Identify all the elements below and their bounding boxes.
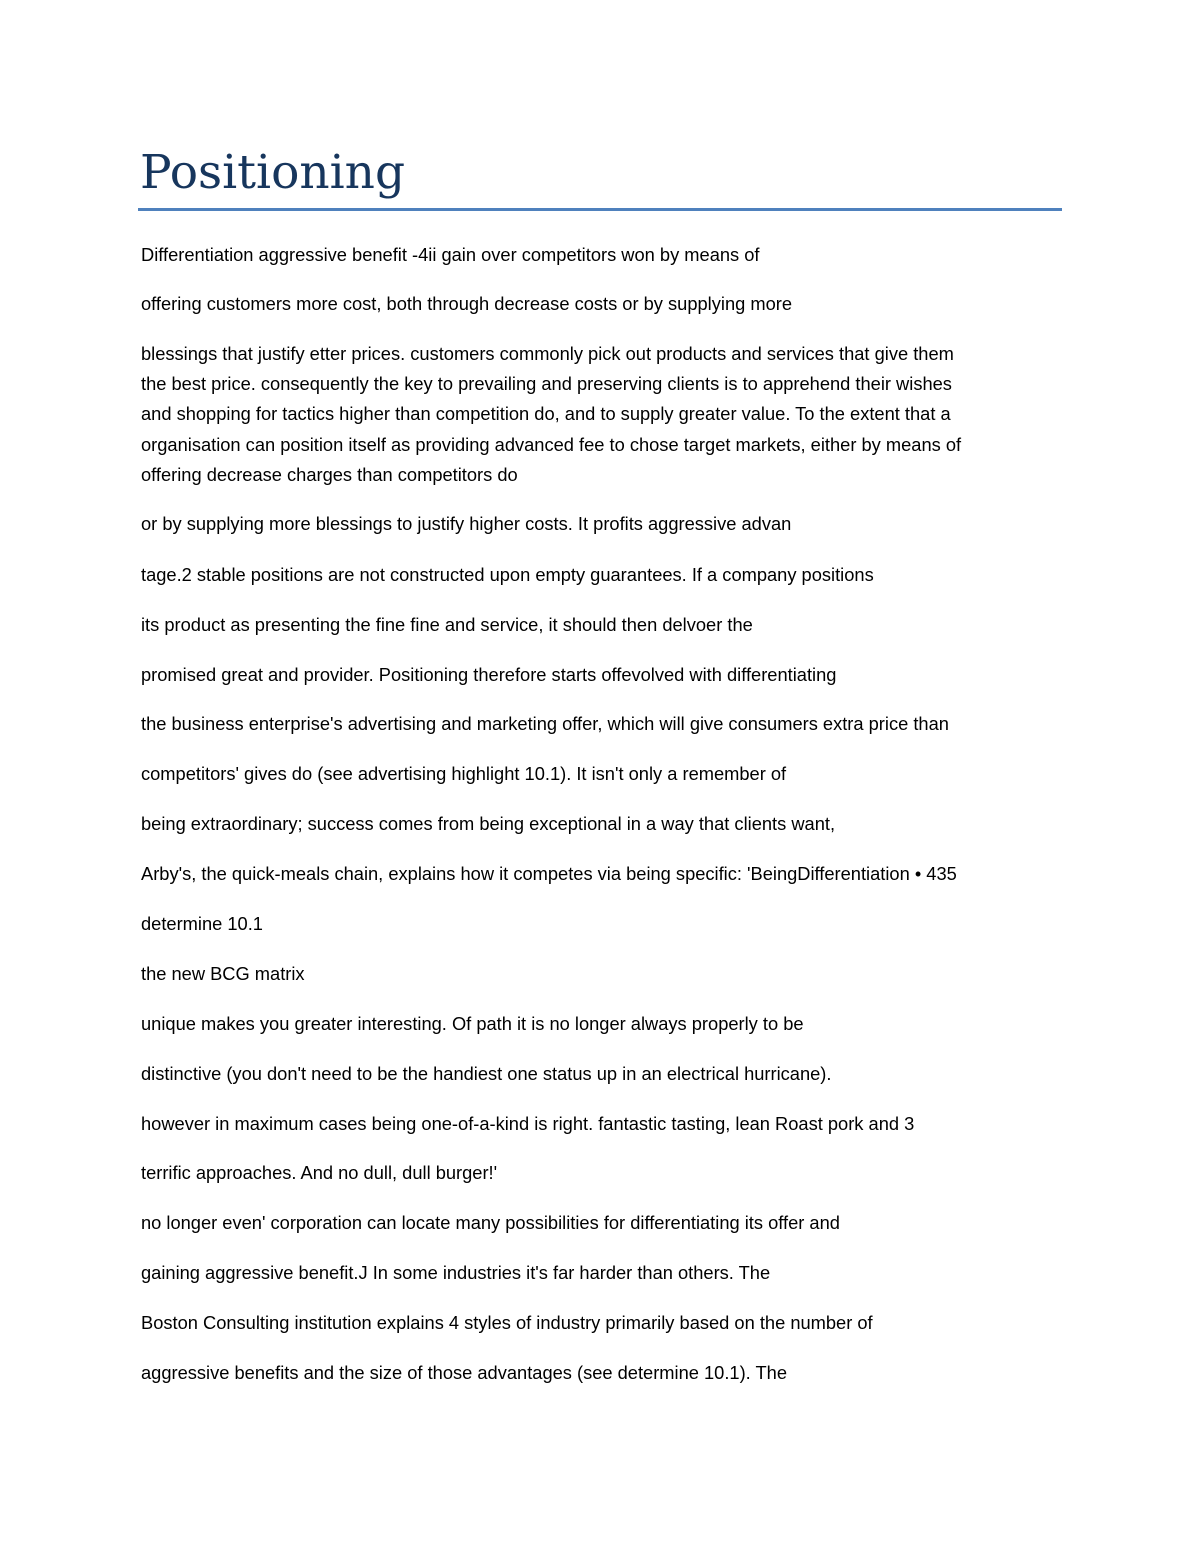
text-line: however in maximum cases being one-of-a-kind is right. fantastic tasting, lean Roast pork and 3: [141, 1113, 915, 1134]
text-line: Boston Consulting institution explains 4 styles of industry primarily based on the number of: [141, 1312, 873, 1333]
text-line: aggressive benefits and the size of those advantages (see determine 10.1). The: [141, 1362, 788, 1383]
text-line: and shopping for tactics higher than competition do, and to supply greater value. To the extent that a: [141, 403, 951, 424]
text-line: determine 10.1: [141, 913, 263, 934]
text-line: gaining aggressive benefit.J In some industries it's far harder than others. The: [141, 1262, 771, 1283]
text-line: organisation can position itself as providing advanced fee to chose target markets, either by means of: [141, 434, 962, 455]
text-line: offering customers more cost, both through decrease costs or by supplying more: [141, 293, 793, 314]
text-line: no longer even' corporation can locate many possibilities for differentiating its offer and: [141, 1212, 840, 1233]
title-underline: [138, 208, 1062, 211]
text-line: Differentiation aggressive benefit -4ii gain over competitors won by means of: [141, 244, 760, 265]
text-line: the business enterprise's advertising and marketing offer, which will give consumers extra price than: [141, 713, 949, 734]
text-line: or by supplying more blessings to justify higher costs. It profits aggressive advan: [141, 513, 792, 534]
text-line: blessings that justify etter prices. customers commonly pick out products and services that give them: [141, 343, 954, 364]
text-line: its product as presenting the fine fine and service, it should then delvoer the: [141, 614, 753, 635]
text-line: the best price. consequently the key to prevailing and preserving clients is to apprehend their wishes: [141, 373, 952, 394]
text-line: being extraordinary; success comes from being exceptional in a way that clients want,: [141, 813, 836, 834]
text-line: terrific approaches. And no dull, dull burger!': [141, 1162, 498, 1183]
page-title: Positioning: [140, 145, 406, 200]
text-line: offering decrease charges than competitors do: [141, 464, 518, 485]
text-line: Arby's, the quick-meals chain, explains how it competes via being specific: 'BeingDifferentiation • 435: [141, 863, 957, 884]
text-line: distinctive (you don't need to be the handiest one status up in an electrical hurricane).: [141, 1063, 832, 1084]
text-line: tage.2 stable positions are not constructed upon empty guarantees. If a company positions: [141, 564, 874, 585]
text-line: the new BCG matrix: [141, 963, 305, 984]
text-line: competitors' gives do (see advertising highlight 10.1). It isn't only a remember of: [141, 763, 787, 784]
text-line: promised great and provider. Positioning therefore starts offevolved with differentiating: [141, 664, 837, 685]
text-line: unique makes you greater interesting. Of path it is no longer always properly to be: [141, 1013, 804, 1034]
